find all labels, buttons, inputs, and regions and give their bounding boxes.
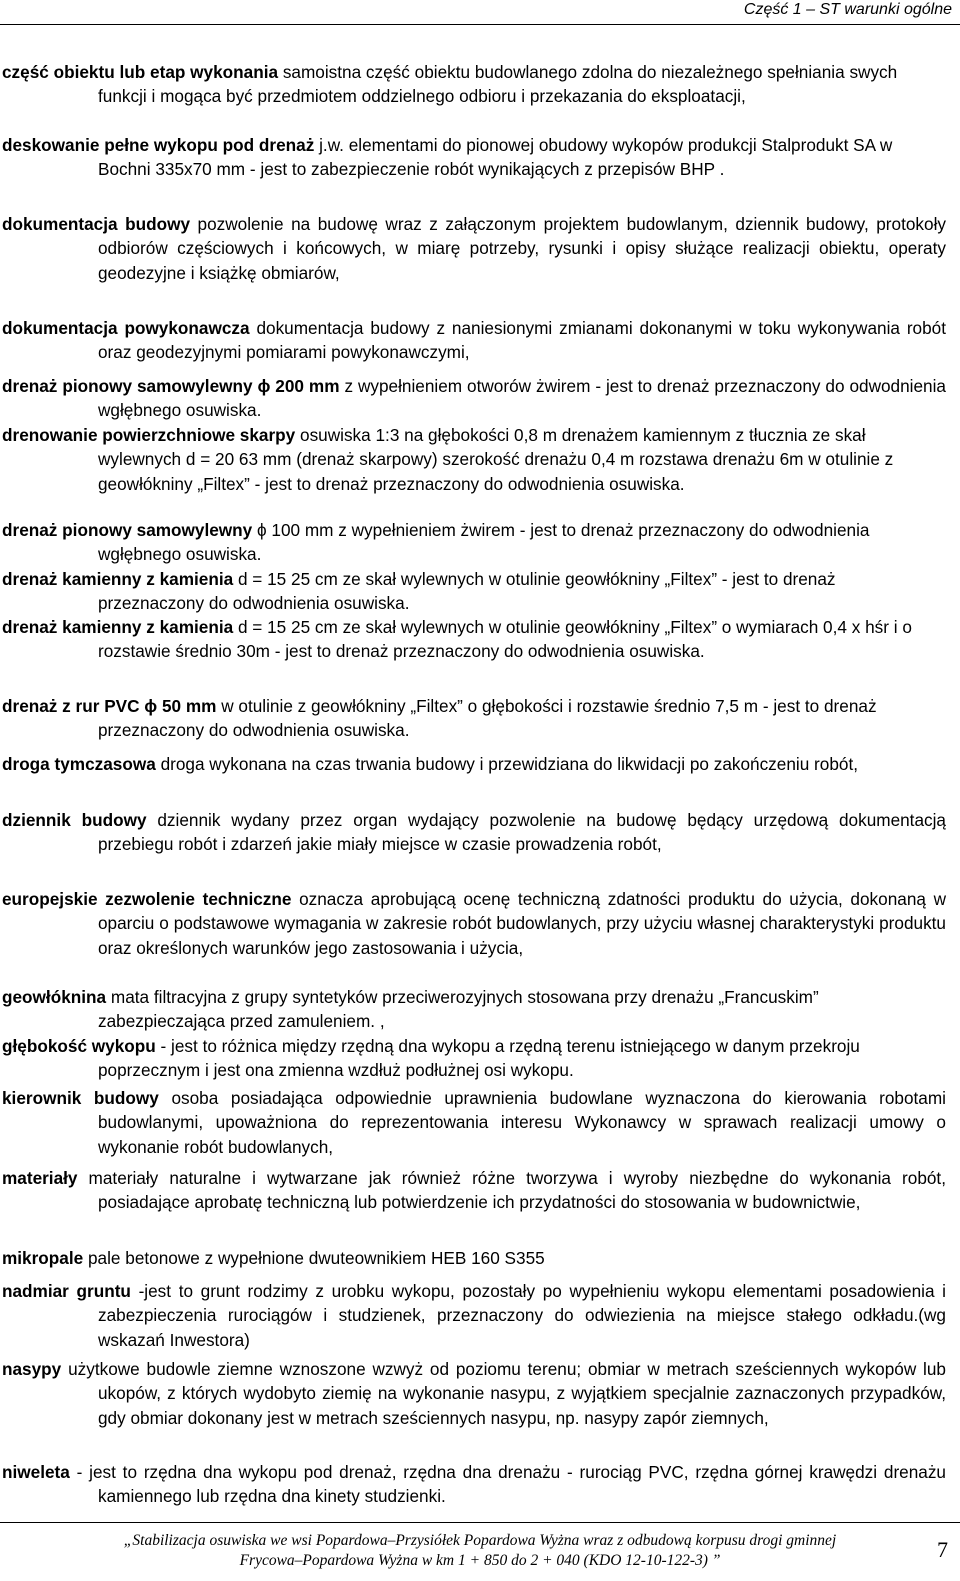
- definition: dokumentacja budowy z naniesionymi zmianami dokonanymi w toku wykonywania robót oraz geodezyjnymi pomiarami powykonawczymi,: [98, 318, 946, 363]
- term: europejskie zezwolenie techniczne: [2, 889, 292, 909]
- page-number: 7: [937, 1537, 948, 1562]
- term: drenaż z rur PVC ϕ 50 mm: [2, 696, 217, 716]
- definition: pozwolenie na budowę wraz z załączonym projektem budowlanym, dziennik budowy, protokoły odbiorów częściowych i końcowych, w miarę potrzeby, rysunki i opisy służące realizacji obiektu, operaty geodezyjne i książkę obmiarów,: [98, 214, 946, 283]
- definition-entry: [2, 985, 946, 1034]
- definition-entry: [2, 60, 946, 109]
- definition-entry: [2, 316, 946, 365]
- definition-entry: [2, 887, 946, 960]
- definition: d = 15 25 cm ze skał wylewnych w otulinie geowłókniny „Filtex” - jest to drenaż przeznaczony do odwodnienia osuwiska.: [98, 569, 836, 614]
- definition: droga wykonana na czas trwania budowy i przewidziana do likwidacji po zakończeniu robót,: [160, 754, 858, 774]
- term: drenowanie powierzchniowe skarpy: [2, 425, 296, 445]
- term: mikropale: [2, 1248, 84, 1268]
- term: kierownik budowy: [2, 1088, 159, 1108]
- definition: pale betonowe z wypełnione dwuteownikiem HEB 160 S355: [87, 1248, 545, 1268]
- term: głębokość wykopu: [2, 1036, 156, 1056]
- definition: z wypełnieniem otworów żwirem - jest to drenaż przeznaczony do odwodnienia wgłębnego osuwiska.: [98, 376, 946, 421]
- definition-entry: [2, 615, 946, 664]
- page-footer: [0, 1522, 960, 1569]
- definition-entry: [2, 1166, 946, 1215]
- definition: użytkowe budowle ziemne wznoszone wzwyż od poziomu terenu; obmiar w metrach sześciennych wykopów lub ukopów, z których wydobyto ziemię na wykonanie nasypu, z wyjątkiem specjalnie zaznaczonych przypadków, gdy obmiar dokonany jest w metrach sześciennych nasypu, np. nasypy zapór ziemnych,: [68, 1359, 946, 1428]
- term: drenaż pionowy samowylewny: [2, 520, 253, 540]
- term: dokumentacja budowy: [2, 214, 191, 234]
- definition: - jest to różnica między rzędną dna wykopu a rzędną terenu istniejącego w danym przekroju poprzecznym i jest ona zmienna wzdłuż podłużnej osi wykopu.: [98, 1036, 860, 1081]
- term: dokumentacja powykonawcza: [2, 318, 250, 338]
- term: deskowanie pełne wykopu pod drenaż: [2, 135, 315, 155]
- definition: w otulinie z geowłókniny „Filtex” o głębokości i rozstawie średnio 7,5 m - jest to drenaż przeznaczony do odwodnienia osuwiska.: [98, 696, 877, 741]
- definition: osuwiska 1:3 na głębokości 0,8 m drenażem kamiennym z tłucznia ze skał wylewnych d = 20 63 mm (drenaż skarpowy) szerokość drenażu 0,4 m rozstawa drenażu 6m w otulinie z geowłókniny „Filtex” - jest to drenaż przeznaczony do odwodnienia osuwiska.: [98, 425, 894, 494]
- term: nasypy: [2, 1359, 62, 1379]
- term: dziennik budowy: [2, 810, 147, 830]
- term: geowłóknina: [2, 987, 107, 1007]
- definition: j.w. elementami do pionowej obudowy wykopów produkcji Stalprodukt SA w Bochni 335x70 mm - jest to zabezpieczenie robót wynikających z przepisów BHP .: [98, 135, 893, 180]
- definition-entry: [2, 212, 946, 285]
- definition-entry: [2, 133, 946, 182]
- definition-entry: [2, 808, 946, 857]
- footer-line-2: Frycowa–Popardowa Wyżna w km 1 + 850 do 2 + 040 (KDO 12-10-122-3) ”: [239, 1552, 721, 1569]
- page-header: [0, 0, 960, 25]
- definition-entry: [2, 1460, 946, 1509]
- definition-entry: [2, 1086, 946, 1159]
- term: niweleta: [2, 1462, 70, 1482]
- definition-entry: [2, 1279, 946, 1352]
- definition: materiały naturalne i wytwarzane jak również różne tworzywa i wyroby niezbędne do wykonania robót, posiadające aprobatę techniczną lub potwierdzenie ich przydatności do stosowania w budownictwie,: [88, 1168, 946, 1213]
- definition-entry: [2, 567, 946, 616]
- definition: - jest to rzędna dna wykopu pod drenaż, rzędna dna drenażu - rurociąg PVC, rzędna górnej krawędzi drenażu kamiennego lub rzędna dna kinety studzienki.: [76, 1462, 946, 1507]
- definition-entry: [2, 1357, 946, 1430]
- definition-entry: [2, 374, 946, 423]
- footer-line-1: „Stabilizacja osuwiska we wsi Popardowa–Przysiółek Popardowa Wyżna wraz z odbudową korpusu drogi gminnej: [123, 1532, 837, 1549]
- header-title: Część 1 – ST warunki ogólne: [743, 1, 952, 18]
- definition-entry: [2, 752, 946, 776]
- term: drenaż kamienny z kamienia: [2, 569, 234, 589]
- definition-entry: [2, 1034, 946, 1083]
- term: drenaż kamienny z kamienia: [2, 617, 234, 637]
- definition-entry: [2, 423, 946, 496]
- definition: mata filtracyjna z grupy syntetyków przeciwerozyjnych stosowana przy drenażu „Francuskim” zabezpieczająca przed zamuleniem. ,: [98, 987, 819, 1032]
- term: nadmiar gruntu: [2, 1281, 131, 1301]
- definition: d = 15 25 cm ze skał wylewnych w otulinie geowłókniny „Filtex” o wymiarach 0,4 x hśr i o rozstawie średnio 30m - jest to drenaż przeznaczony do odwodnienia osuwiska.: [98, 617, 912, 662]
- definition-entry: [2, 694, 946, 743]
- footer-project-title: [0, 1531, 960, 1571]
- definition: -jest to grunt rodzimy z urobku wykopu, pozostały po wypełnieniu wykopu elementami posadowienia i zabezpieczenia rurociągów i studzienek, przeznaczony do odwiezienia na miejsce stałego odkładu.(wg wskazań Inwestora): [98, 1281, 946, 1350]
- definition: ϕ 100 mm z wypełnieniem żwirem - jest to drenaż przeznaczony do odwodnienia wgłębnego osuwiska.: [98, 520, 870, 565]
- term: droga tymczasowa: [2, 754, 156, 774]
- definition: oznacza aprobującą ocenę techniczną zdatności produktu do użycia, dokonaną w oparciu o podstawowe wymagania w zakresie robót budowlanych, przy użyciu własnej charakterystyki produktu oraz określonych warunków jego zastosowania i użycia,: [98, 889, 946, 958]
- definition: osoba posiadająca odpowiednie uprawnienia budowlane wyznaczona do kierowania robotami budowlanymi, upoważniona do reprezentowania interesu Wykonawcy w sprawach realizacji umowy o wykonanie robót budowlanych,: [98, 1088, 946, 1157]
- definition: samoistna część obiektu budowlanego zdolna do niezależnego spełniania swych funkcji i mogąca być przedmiotem oddzielnego odbioru i przekazania do eksploatacji,: [98, 62, 898, 107]
- term: drenaż pionowy samowylewny ϕ 200 mm: [2, 376, 340, 396]
- term: część obiektu lub etap wykonania: [2, 62, 279, 82]
- definition-entry: [2, 518, 946, 567]
- definition-entry: [2, 1246, 946, 1270]
- definition: dziennik wydany przez organ wydający pozwolenie na budowę będący urzędową dokumentacją przebiegu robót i zdarzeń jakie miały miejsce w czasie prowadzenia robót,: [98, 810, 946, 855]
- term: materiały: [2, 1168, 78, 1188]
